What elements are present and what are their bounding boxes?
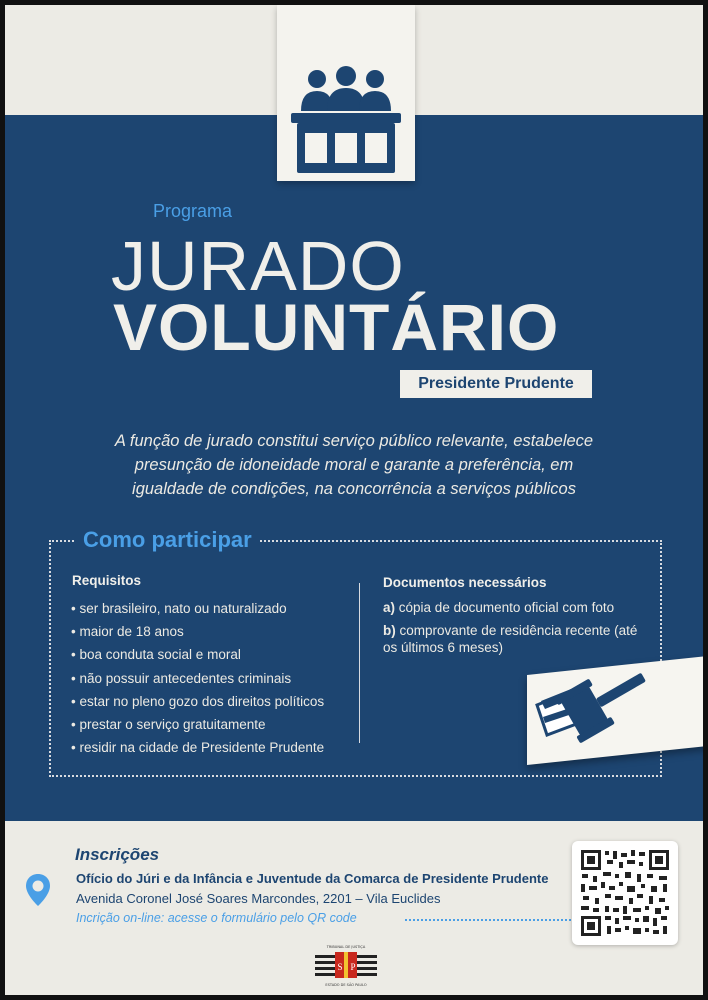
- intro-quote: [79, 429, 629, 501]
- tjsp-logo: [315, 945, 377, 991]
- logo-top-text: TRIBUNAL DE JUSTIÇA: [326, 945, 366, 949]
- requirements-list: [71, 597, 324, 759]
- quote-line: igualdade de condições, na concorrência a serviços públicos: [132, 480, 576, 498]
- city-badge: Presidente Prudente: [400, 370, 592, 398]
- dotted-leader: [405, 919, 575, 921]
- qr-code-icon[interactable]: [579, 848, 671, 938]
- svg-text:S: S: [337, 962, 343, 972]
- registration-office: Ofício do Júri e da Infância e Juventude da Comarca de Presidente Prudente: [76, 871, 549, 886]
- poster: [5, 5, 703, 995]
- document-text: cópia de documento oficial com foto: [398, 600, 615, 615]
- document-text: comprovante de residência recente (até os últimos 6 meses): [383, 623, 638, 655]
- qr-code[interactable]: [572, 841, 678, 945]
- requirement-item: • boa conduta social e moral: [71, 647, 241, 663]
- documents-list: [383, 599, 653, 662]
- requirement-item: • residir na cidade de Presidente Prudente: [71, 740, 325, 756]
- svg-text:P: P: [350, 962, 356, 972]
- requirement-item: • ser brasileiro, nato ou naturalizado: [71, 601, 287, 616]
- coat-of-arms-icon: [315, 949, 377, 979]
- registration-address: Avenida Coronel José Soares Marcondes, 2201 – Vila Euclides: [76, 891, 441, 906]
- requirements-title: Requisitos: [72, 573, 142, 588]
- quote-line: A função de jurado constitui serviço público relevante, estabelece: [114, 432, 594, 450]
- logo-bottom-text: ESTADO DE SÃO PAULO: [325, 983, 367, 987]
- jury-icon-tab: [277, 5, 415, 181]
- jury-box-icon: [289, 63, 403, 175]
- requirement-item: • maior de 18 anos: [71, 624, 184, 640]
- document-item: [383, 622, 653, 656]
- requirement-item: • prestar o serviço gratuitamente: [71, 716, 266, 732]
- title-voluntario: VOLUNTÁRIO: [113, 290, 560, 364]
- participate-title: Como participar: [75, 525, 260, 555]
- document-marker: a): [383, 600, 396, 615]
- registration-online: Incrição on-line: acesse o formulário pelo QR code: [76, 911, 357, 925]
- title-jurado: JURADO: [111, 227, 405, 305]
- registration-title: Inscrições: [75, 845, 160, 864]
- location-pin-icon: [25, 873, 51, 907]
- column-divider: [359, 583, 360, 743]
- document-marker: b): [383, 623, 396, 638]
- requirement-item: • não possuir antecedentes criminais: [71, 670, 292, 686]
- gavel-icon: [527, 665, 667, 755]
- quote-line: presunção de idoneidade moral e garante a preferência, em: [134, 456, 574, 474]
- program-label: Programa: [153, 201, 233, 221]
- document-item: [383, 599, 653, 616]
- requirement-item: • estar no pleno gozo dos direitos políticos: [71, 693, 325, 709]
- documents-title: Documentos necessários: [383, 575, 547, 590]
